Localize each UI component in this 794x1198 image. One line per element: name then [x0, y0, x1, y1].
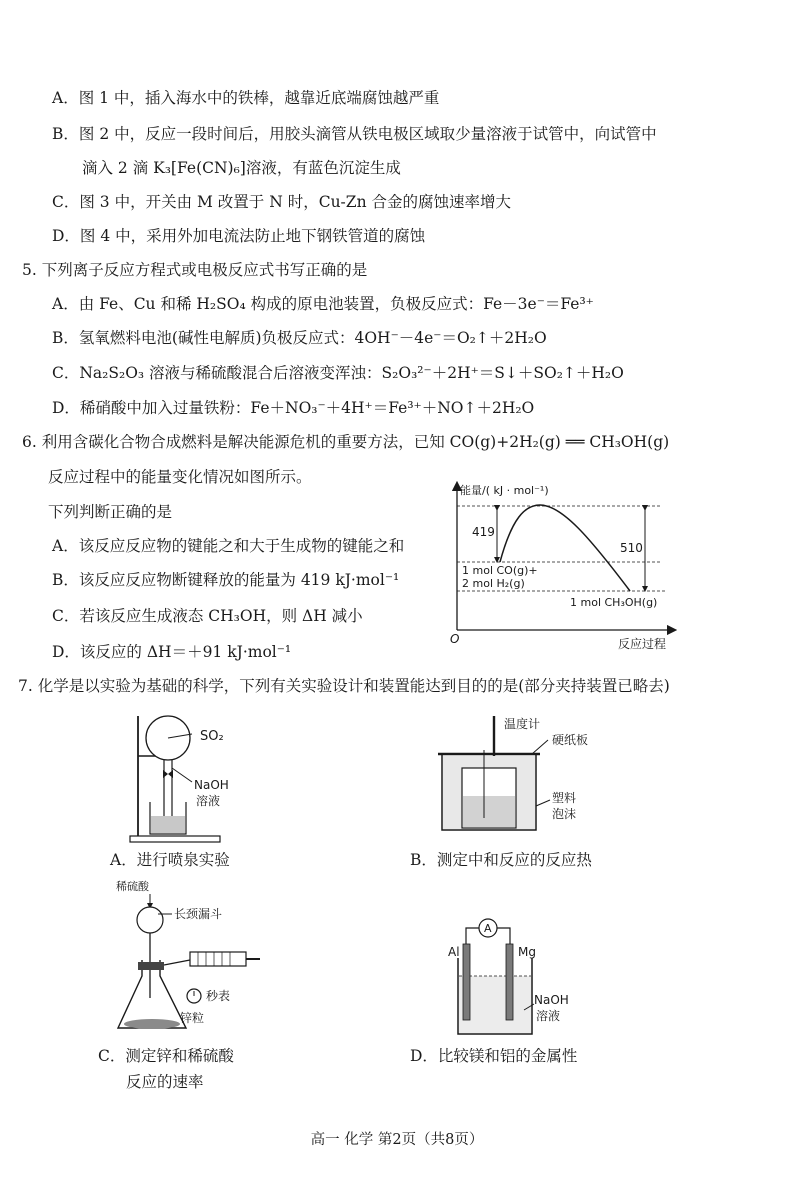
q5-stem: 5. 下列离子反应方程式或电极反应式书写正确的是	[22, 261, 368, 279]
q5-option-c: C．Na₂S₂O₃ 溶液与稀硫酸混合后溶液变浑浊：S₂O₃²⁻＋2H⁺＝S↓＋SO₂↑＋H₂O	[52, 364, 624, 382]
label-mg: Mg	[518, 945, 536, 959]
page-footer: 高一 化学 第2页（共8页）	[310, 1132, 484, 1148]
reactants-label-1: 1 mol CO(g)+	[462, 564, 538, 577]
caption-b: B．测定中和反应的反应热	[410, 851, 592, 869]
y-axis-label: 能量/( kJ · mol⁻¹)	[460, 484, 549, 497]
q5-option-a: A．由 Fe、Cu 和稀 H₂SO₄ 构成的原电池装置，负极反应式：Fe－3e⁻＝Fe³⁺	[52, 295, 594, 313]
label-foam-2: 泡沫	[552, 807, 577, 821]
label-zinc: 锌粒	[180, 1011, 205, 1025]
q4-option-b-line1: B．图 2 中，反应一段时间后，用胶头滴管从铁电极区域取少量溶液于试管中，向试管中	[52, 125, 657, 143]
label-foam-1: 塑料	[552, 791, 577, 805]
q6-stem-line2: 反应过程中的能量变化情况如图所示。	[48, 468, 312, 486]
energy-diagram	[440, 478, 680, 653]
label-naoh-d: NaOH	[534, 993, 569, 1007]
q6-stem-line1: 6. 利用含碳化合物合成燃料是解决能源危机的重要方法，已知 CO(g)+2H₂(g) ══ CH₃OH(g)	[22, 433, 670, 451]
label-al: Al	[448, 945, 460, 959]
apparatus-a-fountain	[120, 708, 260, 848]
label-ammeter: A	[484, 922, 492, 935]
label-acid: 稀硫酸	[116, 880, 149, 893]
q6-option-a: A．该反应反应物的键能之和大于生成物的键能之和	[52, 537, 405, 555]
apparatus-b-calorimeter	[428, 710, 588, 840]
product-label: 1 mol CH₃OH(g)	[570, 596, 658, 609]
caption-c-line2: 反应的速率	[126, 1073, 204, 1091]
q6-option-c: C．若该反应生成液态 CH₃OH，则 ΔH 减小	[52, 607, 363, 625]
label-thermometer: 温度计	[504, 717, 541, 731]
q4-option-c: C．图 3 中，开关由 M 改置于 N 时，Cu-Zn 合金的腐蚀速率增大	[52, 193, 511, 211]
q4-option-b-line2: 滴入 2 滴 K₃[Fe(CN)₆]溶液，有蓝色沉淀生成	[82, 159, 401, 177]
label-solution: 溶液	[196, 794, 221, 808]
label-solution-d: 溶液	[536, 1009, 561, 1023]
caption-d: D．比较镁和铝的金属性	[410, 1047, 578, 1065]
label-510: 510	[620, 541, 643, 555]
apparatus-d-cell	[440, 914, 600, 1044]
q7-stem: 7. 化学是以实验为基础的科学，下列有关实验设计和装置能达到目的的是(部分夹持装置已略去)	[18, 677, 670, 695]
q4-option-d: D．图 4 中，采用外加电流法防止地下钢铁管道的腐蚀	[52, 227, 426, 245]
label-419: 419	[472, 525, 495, 539]
label-board: 硬纸板	[552, 733, 589, 747]
apparatus-c-rate	[112, 878, 282, 1038]
origin-label: O	[450, 632, 460, 646]
q5-option-d: D．稀硝酸中加入过量铁粉：Fe＋NO₃⁻＋4H⁺＝Fe³⁺＋NO↑＋2H₂O	[52, 399, 535, 417]
q6-stem-line3: 下列判断正确的是	[48, 503, 173, 521]
q6-option-b: B．该反应反应物断键释放的能量为 419 kJ·mol⁻¹	[52, 571, 400, 589]
q6-option-d: D．该反应的 ΔH＝＋91 kJ·mol⁻¹	[52, 643, 292, 661]
label-so2: SO₂	[200, 729, 224, 744]
q4-option-a: A．图 1 中，插入海水中的铁棒，越靠近底端腐蚀越严重	[52, 89, 440, 107]
x-axis-label: 反应过程	[618, 637, 667, 651]
reactants-label-2: 2 mol H₂(g)	[462, 577, 525, 590]
q5-option-b: B．氢氧燃料电池(碱性电解质)负极反应式：4OH⁻－4e⁻＝O₂↑＋2H₂O	[52, 329, 547, 347]
caption-a: A．进行喷泉实验	[110, 851, 230, 869]
label-naoh: NaOH	[194, 778, 229, 792]
label-funnel: 长颈漏斗	[174, 907, 223, 921]
label-watch: 秒表	[206, 989, 231, 1003]
caption-c-line1: C．测定锌和稀硫酸	[98, 1047, 234, 1065]
